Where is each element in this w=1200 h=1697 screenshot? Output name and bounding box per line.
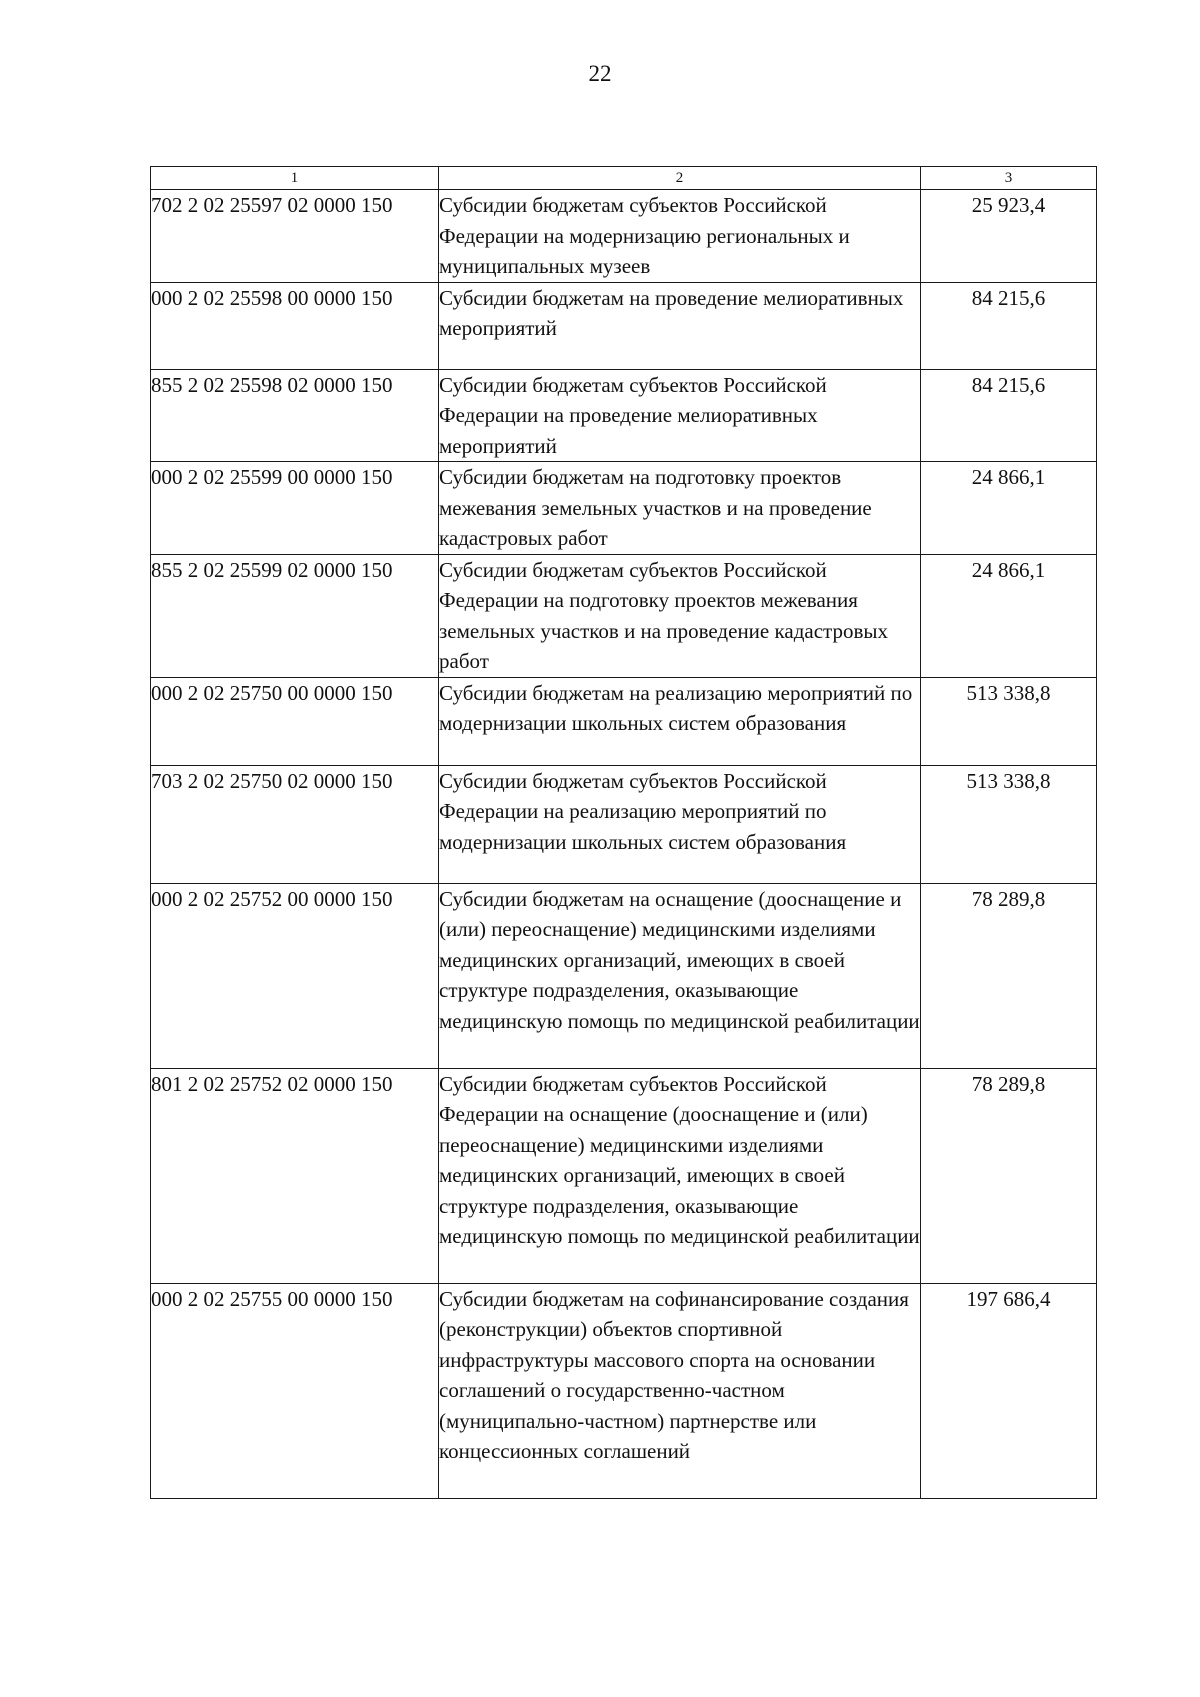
table-row: [151, 554, 1097, 677]
table-header-row: [151, 167, 1097, 190]
subsidy-amount: 78 289,8: [921, 883, 1097, 1068]
subsidy-description: Субсидии бюджетам на подготовку проектов межевания земельных участков и на проведение кадастровых работ: [439, 462, 921, 555]
table-row: [151, 883, 1097, 1068]
subsidy-amount: 84 215,6: [921, 282, 1097, 369]
subsidy-description: Субсидии бюджетам субъектов Российской Федерации на модернизацию региональных и муниципальных музеев: [439, 190, 921, 283]
budget-code: 703 2 02 25750 02 0000 150: [151, 765, 439, 883]
column-header-amount: 3: [921, 167, 1097, 190]
budget-code: 801 2 02 25752 02 0000 150: [151, 1068, 439, 1283]
column-header-description: 2: [439, 167, 921, 190]
budget-code: 702 2 02 25597 02 0000 150: [151, 190, 439, 283]
subsidy-amount: 25 923,4: [921, 190, 1097, 283]
subsidy-description: Субсидии бюджетам на реализацию мероприятий по модернизации школьных систем образования: [439, 677, 921, 765]
table-row: [151, 765, 1097, 883]
budget-code: 000 2 02 25752 00 0000 150: [151, 883, 439, 1068]
table-row: [151, 369, 1097, 462]
table-row: [151, 1283, 1097, 1498]
budget-code: 000 2 02 25598 00 0000 150: [151, 282, 439, 369]
subsidy-amount: 513 338,8: [921, 765, 1097, 883]
subsidy-description: Субсидии бюджетам субъектов Российской Федерации на реализацию мероприятий по модернизации школьных систем образования: [439, 765, 921, 883]
column-header-code: 1: [151, 167, 439, 190]
subsidy-amount: 513 338,8: [921, 677, 1097, 765]
budget-table: [150, 166, 1097, 1499]
subsidy-description: Субсидии бюджетам субъектов Российской Федерации на проведение мелиоративных мероприятий: [439, 369, 921, 462]
budget-code: 000 2 02 25755 00 0000 150: [151, 1283, 439, 1498]
subsidy-description: Субсидии бюджетам на оснащение (дооснащение и (или) переоснащение) медицинскими изделиями медицинских организаций, имеющих в своей структуре подразделения, оказывающие медицинскую помощь по медицинской реабилитации: [439, 883, 921, 1068]
budget-code: 855 2 02 25598 02 0000 150: [151, 369, 439, 462]
budget-code: 000 2 02 25599 00 0000 150: [151, 462, 439, 555]
page-number: 22: [588, 61, 612, 86]
subsidy-description: Субсидии бюджетам на проведение мелиоративных мероприятий: [439, 282, 921, 369]
table-row: [151, 677, 1097, 765]
budget-code: 000 2 02 25750 00 0000 150: [151, 677, 439, 765]
subsidy-amount: 24 866,1: [921, 554, 1097, 677]
table-row: [151, 1068, 1097, 1283]
table-row: [151, 462, 1097, 555]
budget-code: 855 2 02 25599 02 0000 150: [151, 554, 439, 677]
subsidy-amount: 24 866,1: [921, 462, 1097, 555]
subsidy-amount: 197 686,4: [921, 1283, 1097, 1498]
subsidy-description: Субсидии бюджетам на софинансирование создания (реконструкции) объектов спортивной инфраструктуры массового спорта на основании соглашений о государственно-частном (муниципально-частном) партнерстве или концессионных соглашений: [439, 1283, 921, 1498]
subsidy-amount: 78 289,8: [921, 1068, 1097, 1283]
subsidy-description: Субсидии бюджетам субъектов Российской Федерации на оснащение (дооснащение и (или) переоснащение) медицинскими изделиями медицинских организаций, имеющих в своей структуре подразделения, оказывающие медицинскую помощь по медицинской реабилитации: [439, 1068, 921, 1283]
subsidy-description: Субсидии бюджетам субъектов Российской Федерации на подготовку проектов межевания земельных участков и на проведение кадастровых работ: [439, 554, 921, 677]
table-row: [151, 282, 1097, 369]
subsidy-amount: 84 215,6: [921, 369, 1097, 462]
table-row: [151, 190, 1097, 283]
